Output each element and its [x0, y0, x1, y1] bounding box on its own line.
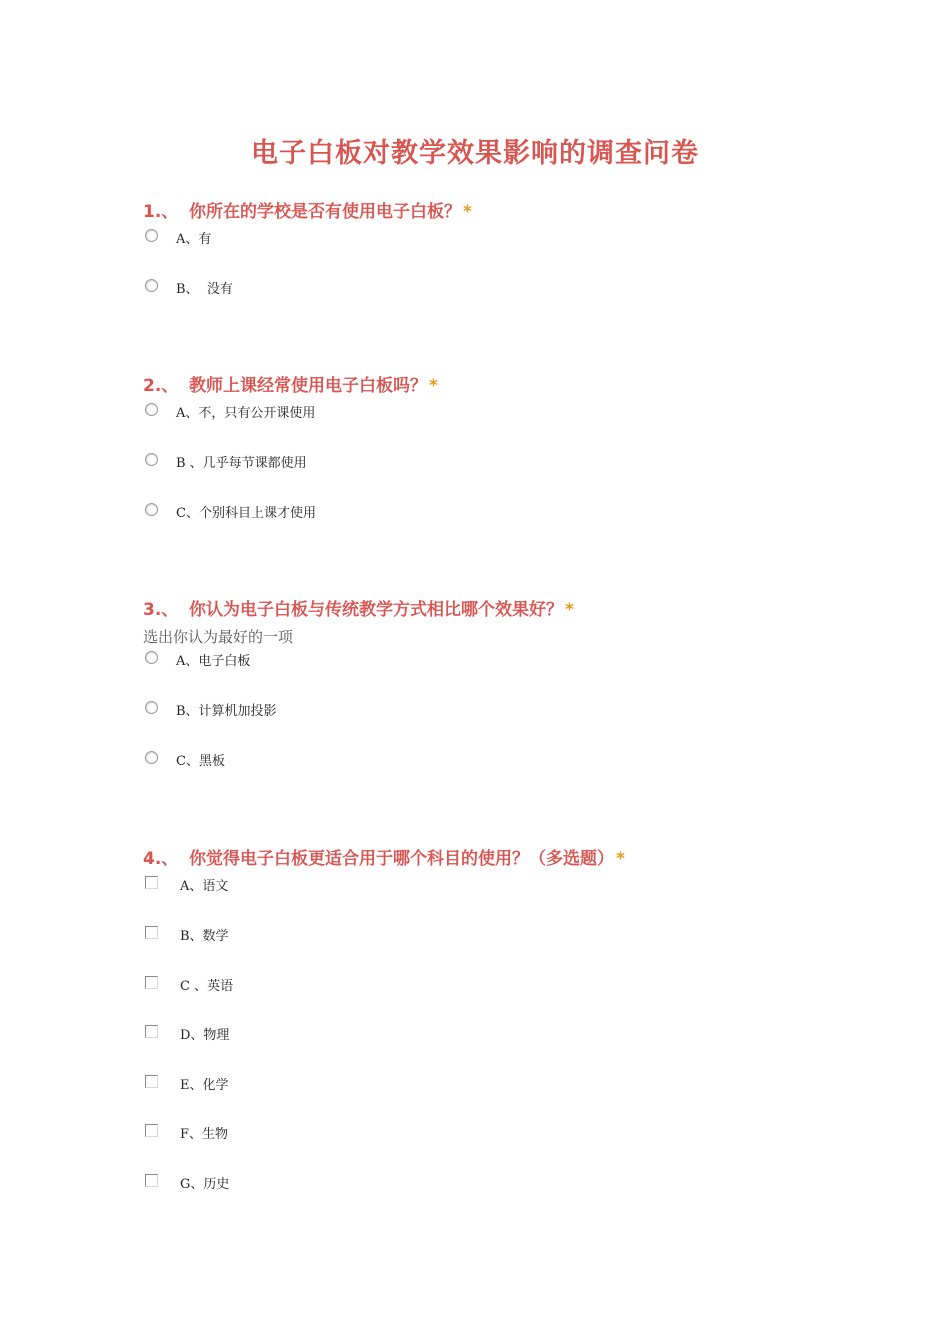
- question-text: 你所在的学校是否有使用电子白板？: [189, 202, 461, 222]
- question-number: 2.、: [143, 376, 179, 396]
- option-checkbox[interactable]: [145, 1075, 645, 1097]
- option-label: B、 没有: [176, 282, 233, 297]
- option-radio[interactable]: [145, 279, 645, 301]
- radio-button[interactable]: [145, 403, 158, 416]
- option-label: F、生物: [180, 1127, 229, 1142]
- option-label: A、语文: [180, 879, 229, 894]
- option-checkbox[interactable]: [145, 1025, 645, 1047]
- question-header: [143, 201, 472, 223]
- radio-button[interactable]: [145, 229, 158, 242]
- question-header: [143, 375, 438, 397]
- option-radio[interactable]: [145, 651, 645, 673]
- checkbox[interactable]: [145, 1025, 158, 1038]
- radio-button[interactable]: [145, 503, 158, 516]
- required-marker: *: [429, 376, 438, 396]
- option-label: A、有: [176, 232, 212, 247]
- option-label: A、电子白板: [176, 654, 251, 669]
- radio-button[interactable]: [145, 453, 158, 466]
- option-radio[interactable]: [145, 453, 645, 475]
- required-marker: *: [463, 202, 472, 222]
- radio-button[interactable]: [145, 701, 158, 714]
- option-label: C、个别科目上课才使用: [176, 506, 316, 521]
- option-label: C、黑板: [176, 754, 225, 769]
- page-title: 电子白板对教学效果影响的调查问卷: [251, 138, 699, 169]
- question-header: [143, 848, 625, 870]
- option-checkbox[interactable]: [145, 1174, 645, 1196]
- option-radio[interactable]: [145, 751, 645, 773]
- option-checkbox[interactable]: [145, 926, 645, 948]
- option-label: G、历史: [180, 1177, 230, 1192]
- checkbox[interactable]: [145, 976, 158, 989]
- option-radio[interactable]: [145, 503, 645, 525]
- radio-button[interactable]: [145, 651, 158, 664]
- question-text: 你觉得电子白板更适合用于哪个科目的使用？（多选题）: [189, 849, 614, 869]
- option-radio[interactable]: [145, 701, 645, 723]
- option-label: A、不，只有公开课使用: [176, 406, 316, 421]
- option-label: C 、英语: [180, 979, 234, 994]
- option-label: B、数学: [180, 929, 229, 944]
- option-checkbox[interactable]: [145, 1124, 645, 1146]
- required-marker: *: [616, 849, 625, 869]
- question-text: 你认为电子白板与传统教学方式相比哪个效果好？: [189, 600, 563, 620]
- radio-button[interactable]: [145, 279, 158, 292]
- checkbox[interactable]: [145, 1174, 158, 1187]
- question-hint: 选出你认为最好的一项: [143, 628, 294, 646]
- option-label: B 、几乎每节课都使用: [176, 456, 307, 471]
- option-radio[interactable]: [145, 403, 645, 425]
- option-label: B、计算机加投影: [176, 704, 277, 719]
- question-header: [143, 599, 574, 621]
- option-radio[interactable]: [145, 229, 645, 251]
- checkbox[interactable]: [145, 1075, 158, 1088]
- checkbox[interactable]: [145, 876, 158, 889]
- checkbox[interactable]: [145, 1124, 158, 1137]
- question-number: 3.、: [143, 600, 179, 620]
- option-checkbox[interactable]: [145, 876, 645, 898]
- option-checkbox[interactable]: [145, 976, 645, 998]
- question-text: 教师上课经常使用电子白板吗？: [189, 376, 427, 396]
- required-marker: *: [565, 600, 574, 620]
- option-label: E、化学: [180, 1078, 229, 1093]
- option-label: D、物理: [180, 1028, 230, 1043]
- checkbox[interactable]: [145, 926, 158, 939]
- radio-button[interactable]: [145, 751, 158, 764]
- question-number: 4.、: [143, 849, 179, 869]
- question-number: 1.、: [143, 202, 179, 222]
